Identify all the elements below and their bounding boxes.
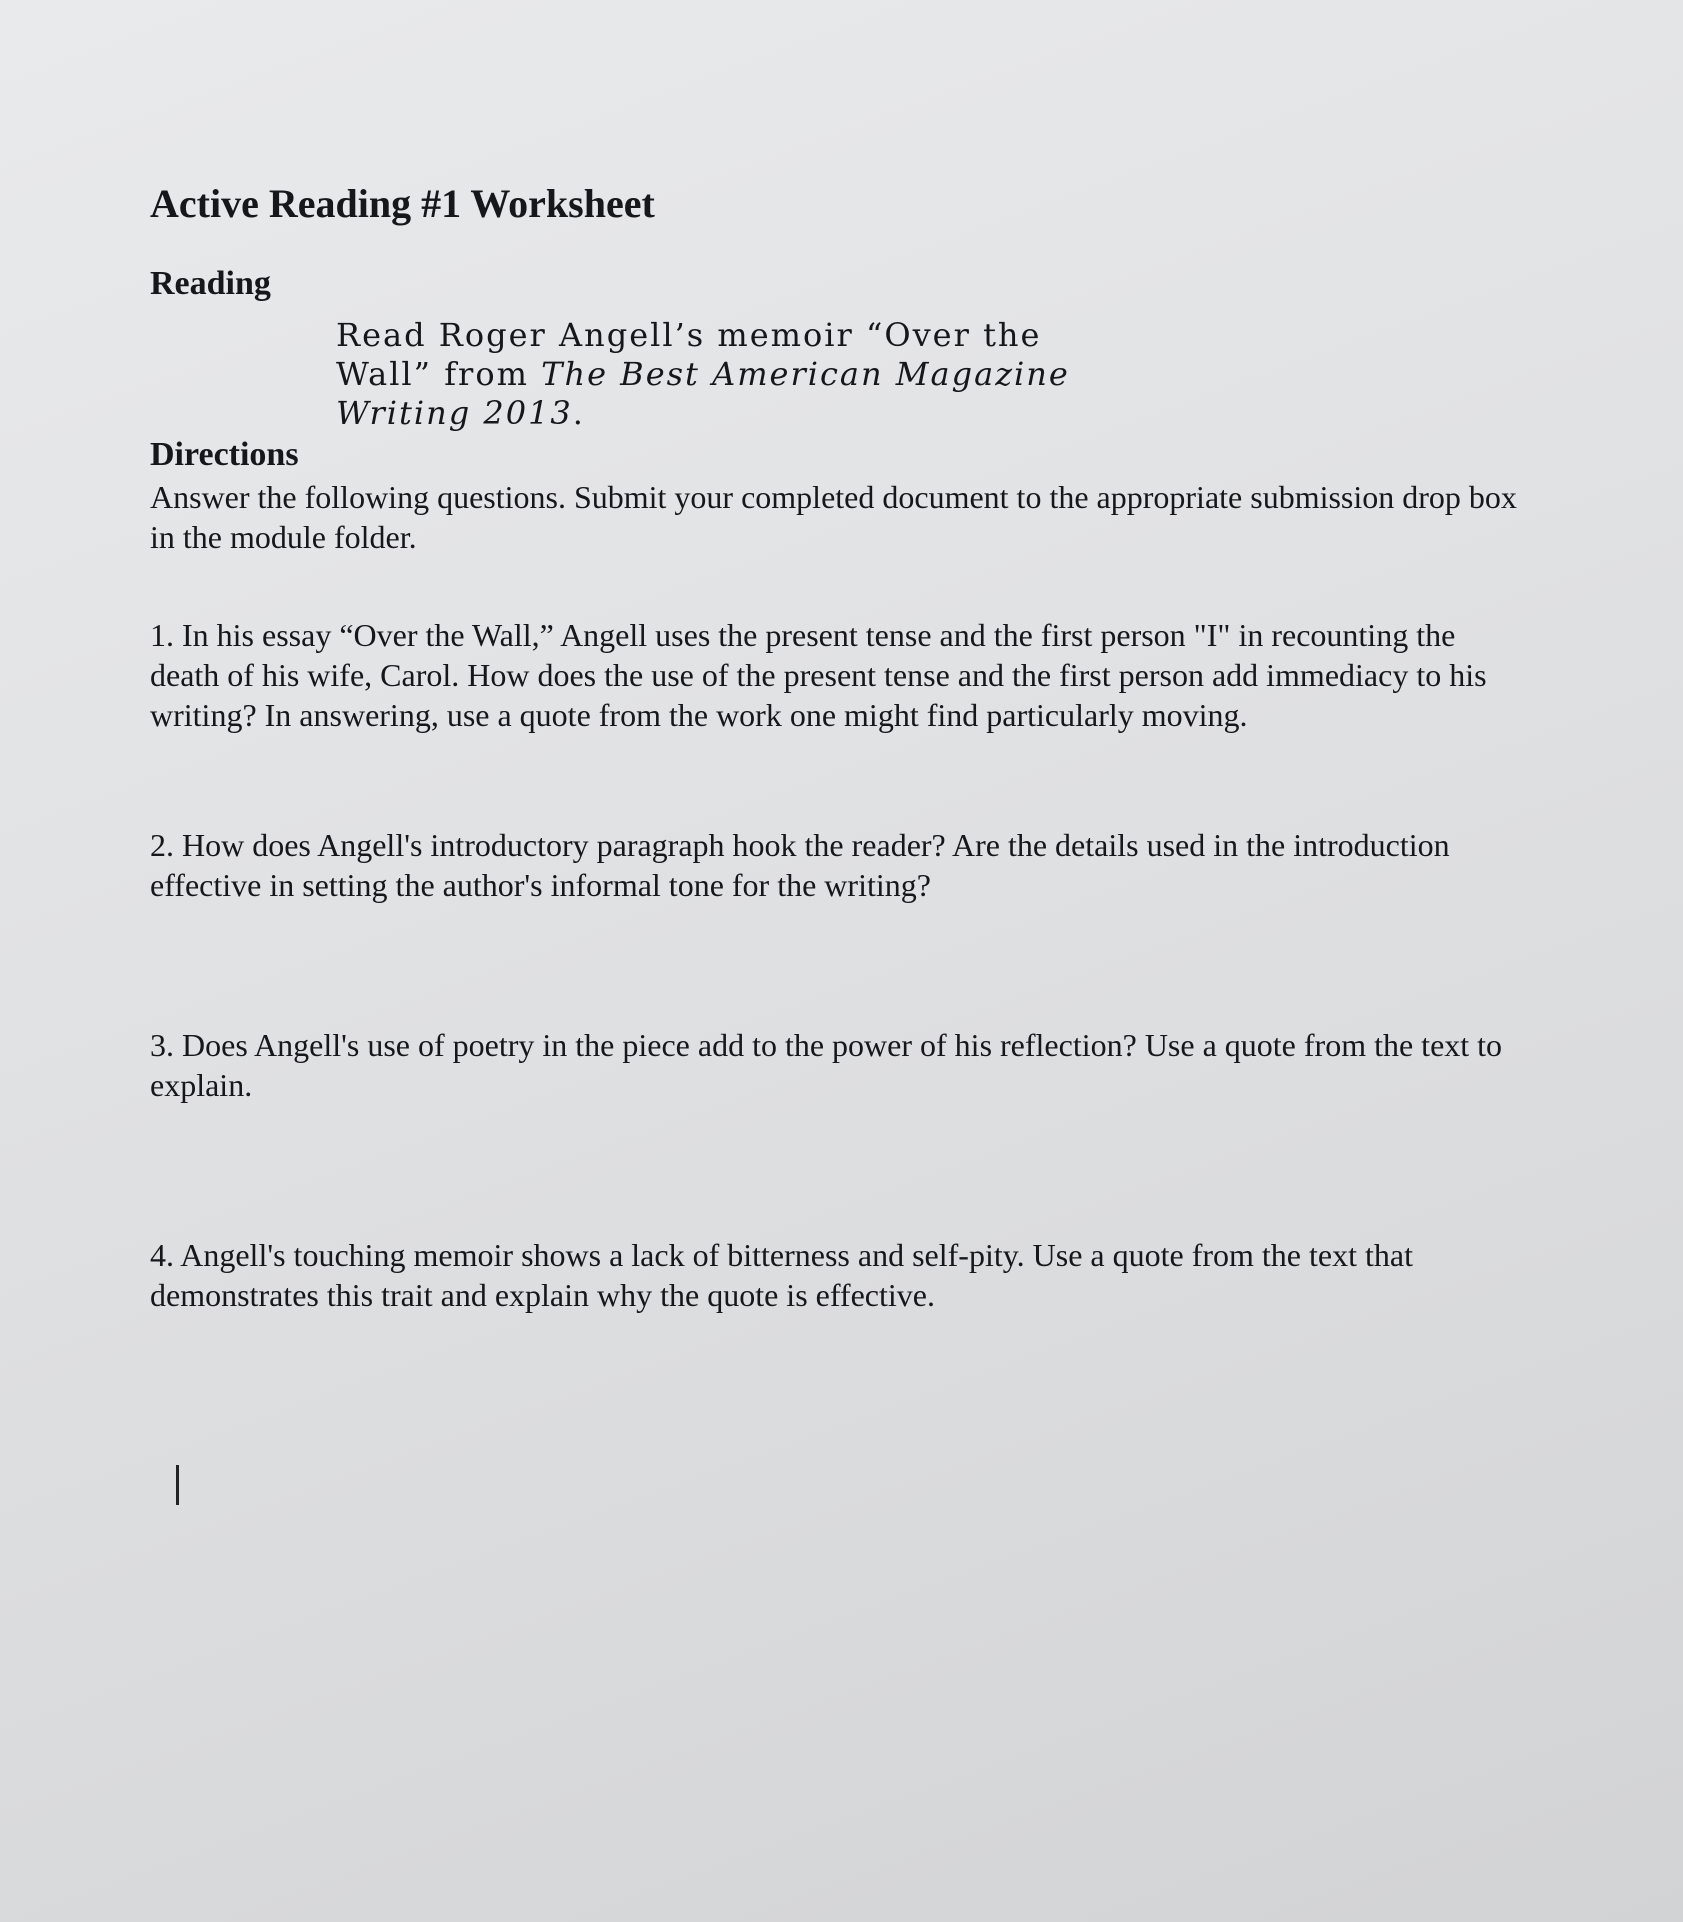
question-1[interactable]: 1. In his essay “Over the Wall,” Angell uses the present tense and the first person "I" in recounting the death of his wife, Carol. How does the use of the present tense and the first person add immediacy to his writing? In answering, use a quote from the work one might find particularly moving. — [150, 617, 1487, 733]
question-4-wrapper — [150, 1235, 1530, 1315]
book-title: The Best American Magazine Writing 2013 — [336, 355, 1070, 432]
question-4[interactable]: 4. Angell's touching memoir shows a lack of bitterness and self-pity. Use a quote from the text that demonstrates this trait and explain why the quote is effective. — [150, 1237, 1413, 1313]
document-title: Active Reading #1 Worksheet — [150, 181, 655, 226]
question-3[interactable]: 3. Does Angell's use of poetry in the piece add to the power of his reflection? Use a quote from the text to explain. — [150, 1027, 1503, 1103]
question-2[interactable]: 2. How does Angell's introductory paragraph hook the reader? Are the details used in the introduction effective in setting the author's informal tone for the writing? — [150, 827, 1450, 903]
reading-instruction — [336, 316, 1116, 433]
reading-heading: Reading — [150, 265, 271, 302]
directions-heading: Directions — [150, 436, 299, 473]
reading-instruction-prefix: Read Roger Angell’s memoir “Over the Wall” from — [336, 316, 1042, 393]
reading-instruction-suffix: . — [572, 394, 585, 432]
worksheet-page — [150, 176, 1530, 1315]
directions-text[interactable]: Answer the following questions. Submit your completed document to the appropriate submission drop box in the module folder. — [150, 479, 1517, 555]
text-cursor — [176, 1465, 179, 1505]
